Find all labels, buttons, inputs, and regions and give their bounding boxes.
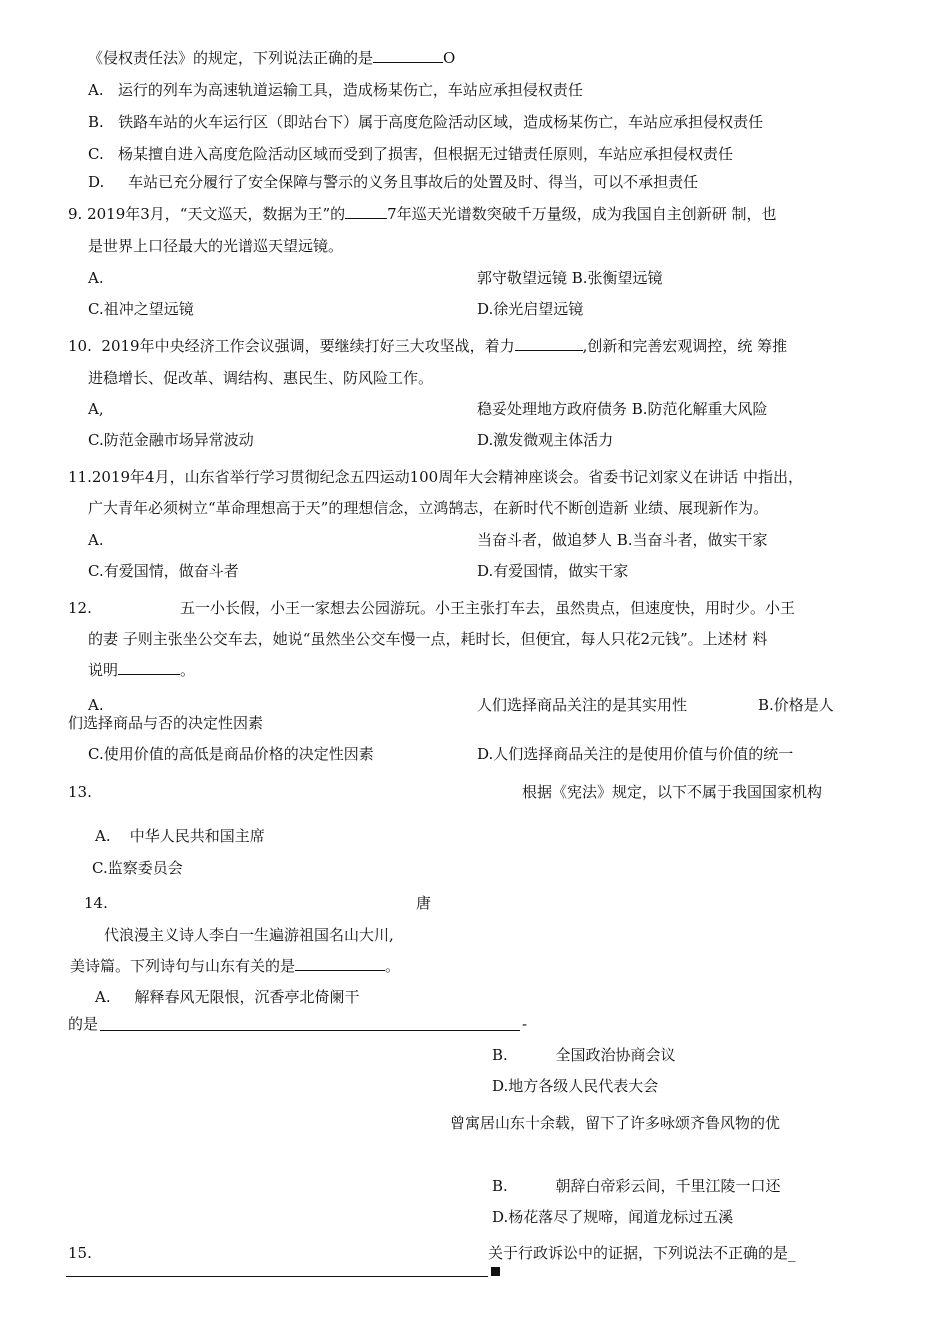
q8-option-a — [88, 80, 583, 100]
q9-option-d: D.徐光启望远镜 — [477, 300, 584, 318]
q12-option-d: D.人们选择商品关注的是使用价值与价值的统一 — [477, 745, 794, 763]
option-text: 车站已充分履行了安全保障与警示的义务且事故后的处置及时、得当，可以不承担责任 — [128, 173, 699, 191]
option-text: 全国政治协商会议 — [555, 1046, 676, 1064]
q14-option-a — [95, 987, 359, 1007]
q10-answer-blank — [515, 336, 583, 351]
q10-line2: 进稳增长、促改革、调结构、惠民生、防风险工作。 — [88, 369, 434, 387]
q12-answer-blank — [118, 660, 180, 675]
q13-option-c: C.监察委员会 — [92, 859, 183, 877]
option-label: A. — [95, 988, 111, 1006]
q14-stem-d: 。 — [385, 957, 401, 975]
q11-option-c: C.有爱国情，做奋斗者 — [88, 562, 239, 580]
q13-option-a — [95, 826, 265, 846]
option-label: B. — [492, 1046, 508, 1064]
q12-option-c: C.使用价值的高低是商品价格的决定性因素 — [88, 745, 374, 763]
q14-line2: 代浪漫主义诗人李白一生遍游祖国名山大川, — [104, 926, 394, 944]
question-number: 14. — [84, 894, 108, 912]
q8-option-d — [88, 172, 698, 192]
q14-line1-end: 唐 — [416, 894, 432, 912]
q12-line2: 的妻 子则主张坐公交车去，她说“虽然坐公交车慢一点，耗时长，但便宜，每人只花2元钱”。上述材 料 — [88, 630, 768, 648]
q15-answer-line — [66, 1276, 488, 1277]
question-number: 9. — [68, 205, 83, 223]
q11-line2: 广大青年必须树立“革命理想高于天”的理想信念，立鸿鹄志，在新时代不断创造新 业绩、展现新作为。 — [88, 499, 769, 517]
q11-line1 — [68, 467, 803, 487]
q13-answer-line — [100, 1030, 520, 1031]
q14-line2-right: 曾寓居山东十余载，留下了许多咏颂齐鲁风物的优 — [450, 1114, 781, 1132]
q12-line3 — [88, 660, 195, 680]
q8-option-c — [88, 144, 733, 164]
q10-option-a-label: A, — [88, 400, 104, 418]
question-number: 10. — [68, 337, 92, 355]
option-label: B. — [88, 113, 104, 131]
question-number: 13. — [68, 783, 92, 801]
q9-option-c: C.祖冲之望远镜 — [88, 300, 194, 318]
q12-option-a: 人们选择商品关注的是其实用性 — [477, 696, 688, 714]
q8-stem-text: 《侵权责任法》的规定，下列说法正确的是 — [88, 49, 374, 67]
q10-stem-b: ,创新和完善宏观调控，统 筹推 — [582, 337, 788, 355]
q12-line1: 五一小长假，小王一家想去公园游玩。小王主张打车去，虽然贵点，但速度快，用时少。小王 — [180, 599, 796, 617]
q13-stem: 根据《宪法》规定，以下不属于我国国家机构 — [522, 783, 823, 801]
q11-stem-a: 2019年4月，山东省举行学习贯彻纪念五四运动100周年大会精神座谈会。省委书记刘家义在讲话 中指出， — [91, 468, 803, 486]
q11-option-a-label: A. — [88, 531, 104, 549]
q12-stem-d: 。 — [180, 661, 196, 679]
option-text: 解释春风无限恨，沉香亭北倚阑干 — [134, 988, 360, 1006]
q9-stem-a: 2019年3月，“天文巡天，数据为王”的 — [87, 205, 346, 223]
question-number: 11. — [68, 468, 92, 486]
option-label: D. — [88, 173, 105, 191]
q10-line1 — [68, 336, 787, 356]
q10-option-d: D.激发微观主体活力 — [477, 431, 614, 449]
q14-line3 — [70, 956, 400, 976]
option-text: 运行的列车为高速轨道运输工具，造成杨某伤亡，车站应承担侵权责任 — [117, 81, 583, 99]
q13-option-b — [492, 1045, 676, 1065]
q13-stem-cont: 的是 — [68, 1015, 99, 1033]
q10-option-ab: 稳妥处理地方政府债务 B.防范化解重大风险 — [477, 400, 768, 418]
option-label: A. — [88, 81, 104, 99]
q14-stem-c: 美诗篇。下列诗句与山东有关的是 — [70, 957, 296, 975]
q9-answer-blank — [345, 204, 387, 219]
q11-option-ab: 当奋斗者，做追梦人 B.当奋斗者，做实干家 — [477, 531, 768, 549]
q13-stem-end: - — [522, 1015, 528, 1033]
question-number: 12. — [68, 599, 92, 617]
q8-stem — [88, 48, 455, 68]
q15-stem: 关于行政诉讼中的证据，下列说法不正确的是_ — [488, 1244, 796, 1262]
q12-stem-c: 说明 — [88, 661, 119, 679]
q8-answer-blank — [373, 48, 443, 63]
option-text: 杨某擅自进入高度危险活动区域而受到了损害，但根据无过错责任原则，车站应承担侵权责任 — [118, 145, 734, 163]
q13-option-d: D.地方各级人民代表大会 — [492, 1077, 659, 1095]
q8-stem-end: O — [443, 49, 456, 67]
q12-option-b: B.价格是人 — [758, 696, 834, 714]
option-label: B. — [492, 1177, 508, 1195]
q9-line1 — [68, 204, 776, 224]
option-text: 中华人民共和国主席 — [129, 827, 265, 845]
q11-option-d: D.有爱国情，做实干家 — [477, 562, 629, 580]
q14-answer-blank — [295, 956, 385, 971]
q14-option-b — [492, 1176, 781, 1196]
option-text: 铁路车站的火车运行区（即站台下）属于高度危险活动区域，造成杨某伤亡，车站应承担侵权责任 — [118, 113, 764, 131]
q10-stem-a: 2019年中央经济工作会议强调，要继续打好三大攻坚战，着力 — [101, 337, 515, 355]
q9-line2: 是世界上口径最大的光谱巡天望远镜。 — [88, 237, 344, 255]
q9-option-a-label: A. — [88, 269, 104, 287]
q9-stem-b: 7年巡天光谱数突破千万量级，成为我国自主创新研 制，也 — [387, 205, 777, 223]
option-text: 朝辞白帝彩云间，千里江陵一口还 — [555, 1177, 781, 1195]
q12-option-b-cont: 们选择商品与否的决定性因素 — [68, 714, 264, 732]
option-label: A. — [95, 827, 111, 845]
q8-option-b — [88, 112, 763, 132]
question-number: 15. — [68, 1244, 92, 1262]
q10-option-c: C.防范金融市场异常波动 — [88, 431, 254, 449]
q9-option-ab: 郭守敬望远镜 B.张衡望远镜 — [477, 269, 663, 287]
option-label: C. — [88, 145, 104, 163]
end-marker-square — [491, 1267, 500, 1276]
q12-option-a-label: A. — [88, 696, 104, 714]
q14-option-d: D.杨花落尽了规啼，闻道龙标过五溪 — [492, 1208, 734, 1226]
